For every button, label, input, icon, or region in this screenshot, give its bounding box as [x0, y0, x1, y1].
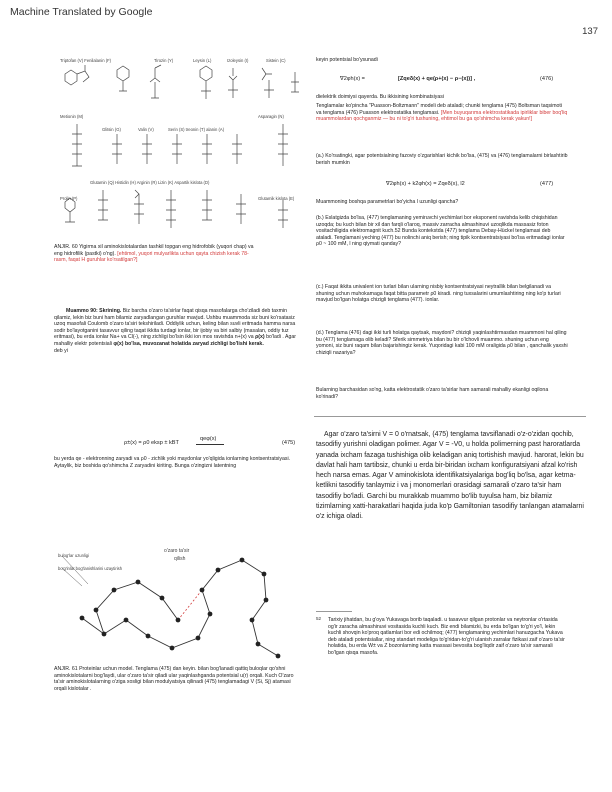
aa-label-row1-3: Leysin (L): [193, 58, 212, 63]
aa-label-row2-1: Metionin (M): [60, 114, 84, 119]
item-d: (d.) Tenglama (476) dagi ikki turli holatga qaytsak, maydoni? chiziqli yaqinlashtirmasdan muammoni hal qiling bu (477) tenglamaga olib keladi? Sferik simmetriya bilan bu bir o'lchovli muammo. shuning uchun eng yomoni, siz buni raqam bilan bajarishingiz kerak. Yuqoridagi kabi 100 mM oraligida ρ0 bilan , qanchalik yaxshi chiziqli nazariya?: [316, 330, 568, 356]
right-intro: keyin potentsial bo'ysunadi: [316, 57, 378, 63]
equation-475: ρ±(x) = ρ0 eksp ± kBT: [124, 440, 179, 446]
page-number: 137: [582, 26, 598, 37]
problem-90-body: Biz barcha o'zaro ta'sirlar faqat qisqa masofalarga cho'ziladi deb taxmin qilamiz, lekin biz buni ham bilamiz zaryadlangan guruhlar mavjud. Ushbu muammoda siz buni ko'rsatasiz uzoq masofali Coulomb o'zaro ta'siri tekshiriladi. Oddiylik uchun, keling bilan suvli eritmada hamma narsa sodir bo'layotganini tasavvur qiling taqat ikkita turdagi ionlar, bir ijobiy va biri salbiy (masalan, oddiy tuz eritmasi), bu erda ionlar Na+ va Cl(-), ning zichligi bo'lsin ikki ion mos ravishda n+(x) va: [54, 308, 296, 341]
aa-label-row2-5: Asparagin (N): [258, 114, 284, 119]
figure-61-label-interaction-2: qilish: [174, 556, 186, 562]
right-dielectric: dielektrik doimiysi qayerda. Bu ikkisining kombinatsiyasi: [316, 94, 445, 100]
equation-475-fraction: qeφ(x): [200, 436, 217, 442]
problem-90: [54, 308, 300, 354]
right-paragraph-1: [316, 103, 568, 123]
problem-90-label: deb yi: [54, 347, 68, 354]
problem-90-title: Muammo 90: Skrining.: [66, 308, 122, 314]
translation-header: Machine Translated by Google: [10, 6, 153, 18]
section-divider: [314, 416, 586, 417]
aa-label-row3-3: Glutamik kislota (E): [258, 196, 295, 201]
item-b: (b.) Eslatgizda bo'lsa, (477) tenglamaning yemiruvchi yechimlari bor eksponent ravishda kelib chiqishidan uzoqda; bu kuch bilan bir xil dan farqli o'laroq, massiv zarracha almashinuvi uzoqlikda massasiz foton vositachiligida elektromagnit kuch.52 Bunda kontekstda (477) tenglama Debay-Hückel tenglamasi deb ataladi. Tenglamani yeching (477) bu nolinchi aniq berish; ning tipik kontsentratsiyasi bo'lsa eritmadagi ionlar ρ0 ~ 100 mM, l ning qiymati qanday?: [316, 215, 565, 248]
aa-label-row2-2: Glitsin (G): [102, 127, 121, 132]
problem-90-phi: φ(x): [113, 340, 124, 347]
right-question-length: Muammoning boshqa parametrlari bo'yicha l uzunligi qancha?: [316, 199, 459, 205]
item-c: (c.) Faqat ikkita univalent ion turlari bilan ularning nisbiy kontsentratsiyasi neytrallik bilan belgilanadi va shuning uchun muhokamaga faqat bitta parametr ρ0 kiradi. ning tuxsalarini umumlashtiring ning ko'p turlari mavjud bo'lgan holatga chizigli tenglama (477). ionlar.: [316, 284, 561, 304]
amino-acid-structures-row3: [55, 186, 305, 234]
problem-90-rho: ρ(x): [255, 334, 265, 341]
right-paragraph-1-editor-note: [Men buyuqarıma elektrostatikada ipirliklar biber boq'liq muammolardan qochganmiz — bu ni to'g'ri tushuning, ehtimol bu ga qo'shimcha kerak yakun!]: [316, 109, 568, 123]
problem-90-body-2: bo'ladi . Agar mahalliy elektr potentsiali: [54, 334, 296, 347]
aa-label-row1-5: Sistein (C): [266, 58, 286, 63]
aa-label-row3-1: Glutamin (Q) Histidin (H) Arginin (R) Lizin (K) Aspartik kislota (D): [90, 180, 210, 185]
footnote-mark: 52: [316, 616, 322, 621]
equation-475-fraction-bar: [196, 444, 224, 445]
footnote-text: Tarixiy jihatdan, bu g'oya Yukavaga borib taqaladi. u tasavvur qilgan protonlar va neytronlar o'rtasida og'ir zaracha almashinuvi vositasida kuchli kuch. Biz endi bilamizki, bu erda bo'lgan to'g'ri yo'l, lekin kuchli shovqin ko'proq qatlamlari bor edi ochilmoq; (477) tenglamaning yechimlari hanuzgacha Yukava deb ataladi potentsiallar, ning standart modeliga to'g'ridan-to'g'ri ulanish zarralar fizikasi zaif o'zaro ta'sir holatida, bu erda W± va Z bozonlarning katta massasi bevosita bog'liqdir zaif o'zaro ta'sir samarali bo'lgan qisqa masofa.: [328, 617, 565, 656]
aa-label-row1-4: Izoleysin (I): [227, 58, 249, 63]
aa-label-row2-3: Valin (V): [138, 127, 154, 132]
amino-acid-structures-row2: [55, 120, 305, 178]
equation-476-number: (476): [540, 76, 554, 82]
problem-90-after: bu yerda qe - elektronning zaryadi va ρ0 - zichlik yoki maydonlar yo'qligida ionlarning kontsentratsiyasi. Aytaylik, biz boshida qo'shimcha Z zaryadini kiriting. Bunga o'zingizni latentning: [54, 456, 291, 469]
problem-90-paragraph: [54, 308, 300, 348]
footnote-divider: [316, 611, 352, 612]
right-closing: Bularning barchasidan so'ng, katta elektrostatik o'zaro ta'sirlar ham samarali mahalliy ekanligi oqilona ko'rinadi?: [316, 387, 549, 400]
figure-61-label-springs: bulog'lar uzunligi: [58, 553, 90, 558]
aa-label-row3-2: Prolin (P): [60, 196, 78, 201]
equation-477: ∇2φh(x) + k2φh(x) = Zqeδ(x), l2: [386, 181, 465, 187]
equation-477-number: (477): [540, 181, 554, 187]
amino-acid-structures-row1: [55, 64, 305, 112]
right-main-text: Agar o'zaro ta'sirni V = 0 o'rnatsak, (475) tenglama tavsiflanadi o'z-o'zidan qochib, tasodifiy yurishni oladigan polimer. Agar V = -V0, u holda polimerning past haroratlarda yanada ixcham fazaga tushishiga olib keladigan aniq tortishish mavjud. harorat, lekin bu davlat hali ham tartibsiz, chunki u erda bir-biridan ixcham konfiguratsiyani afzal ko'rish hech narsa emas. Agar V aminokislota identifikatsiyalariga bog'liq bo'lsa, agar ketma-ketlikni tasodifiy tanlaymiz i va j monomerlari orasidagi samarali o'zaro ta'sir ham tasodifiy bo'ladi. Garchi bu murakkab muammo bo'lib tuyulsa ham, biz bilamiz tizimlarning xatti-harakatlari haqida juda ko'p Gamiltonian tasodifiy tanlangan atamalarni o'z ichiga oladi.: [316, 431, 584, 521]
protein-chain-diagram: [52, 524, 302, 664]
figure-60-editor-note: [ehtimol, yuqori mulyarlikta uchun qayta chizish kerak 78-rasm, faqat H guruhlar ko'rsatilgan?]: [54, 250, 249, 264]
aa-label-row1-1: Triptofan (V) Fenilalanin (F): [60, 58, 112, 63]
figure-61-caption: ANJIR. 61 Proteinlar uchun model. Tenglama (475) dan keyin. bilan bog'lanadi qattiq buloqlar qo'shni aminokislotalarni bog'laydi, ular o'zaro ta'sir qiladi ular yaqinlashganda potentsial u(r) orqali. Kuch O'zaro ta'sir aminokislotalarning o'ziga xosligi bilan modulyatsiya qilinadi (475) tenglamadagi V (Si, Sj) atamasi orqali kislotalar .: [54, 666, 294, 692]
figure-61-label-links: bo'g'inlar bog'lanishlarini uzaytirish: [58, 566, 123, 571]
aa-label-row2-4: Serin (S) treonin (T) alanin (A): [168, 127, 225, 132]
equation-475-number: (475): [282, 440, 296, 446]
problem-90-body-3: bo'lsa, muvozanat holatida zaryad zichligi bo'lishi kerak.: [124, 340, 264, 347]
figure-61-label-interaction: o'zaro ta'sir: [164, 548, 190, 554]
right-main-paragraph: [316, 430, 586, 523]
equation-476-rhs: [Zqeδ(x) + qe(ρ+(x) − ρ−(x))] ,: [398, 76, 476, 82]
aa-label-row1-2: Tirozin (Y): [154, 58, 174, 63]
figure-60-caption: [54, 244, 254, 264]
figure-60-caption-text: ANJIR. 60 Yigirma xil aminokislotalardan tashkil topgan eng hidrofobik (yuqori chap) va eng hidrofilik (pastki) o'ng).: [54, 244, 254, 257]
equation-476-lhs: ∇2φh(x) =: [340, 76, 365, 82]
right-paragraph-1-text: Tenglamalar ko'pincha "Puasson-Boltzmann" modeli deb ataladi; chunki tenglama (475) Boltsman taqsimoti va tenglama (476) Puasson elektrostatika tenglamasi.: [316, 103, 563, 116]
item-a: (a.) Ko'rsatingki, agar potentsialning fazoviy o'zgarishlari kichik bo'lsa, (475) va (476) tenglamalarni birlashtirib berish mumkin: [316, 153, 568, 166]
